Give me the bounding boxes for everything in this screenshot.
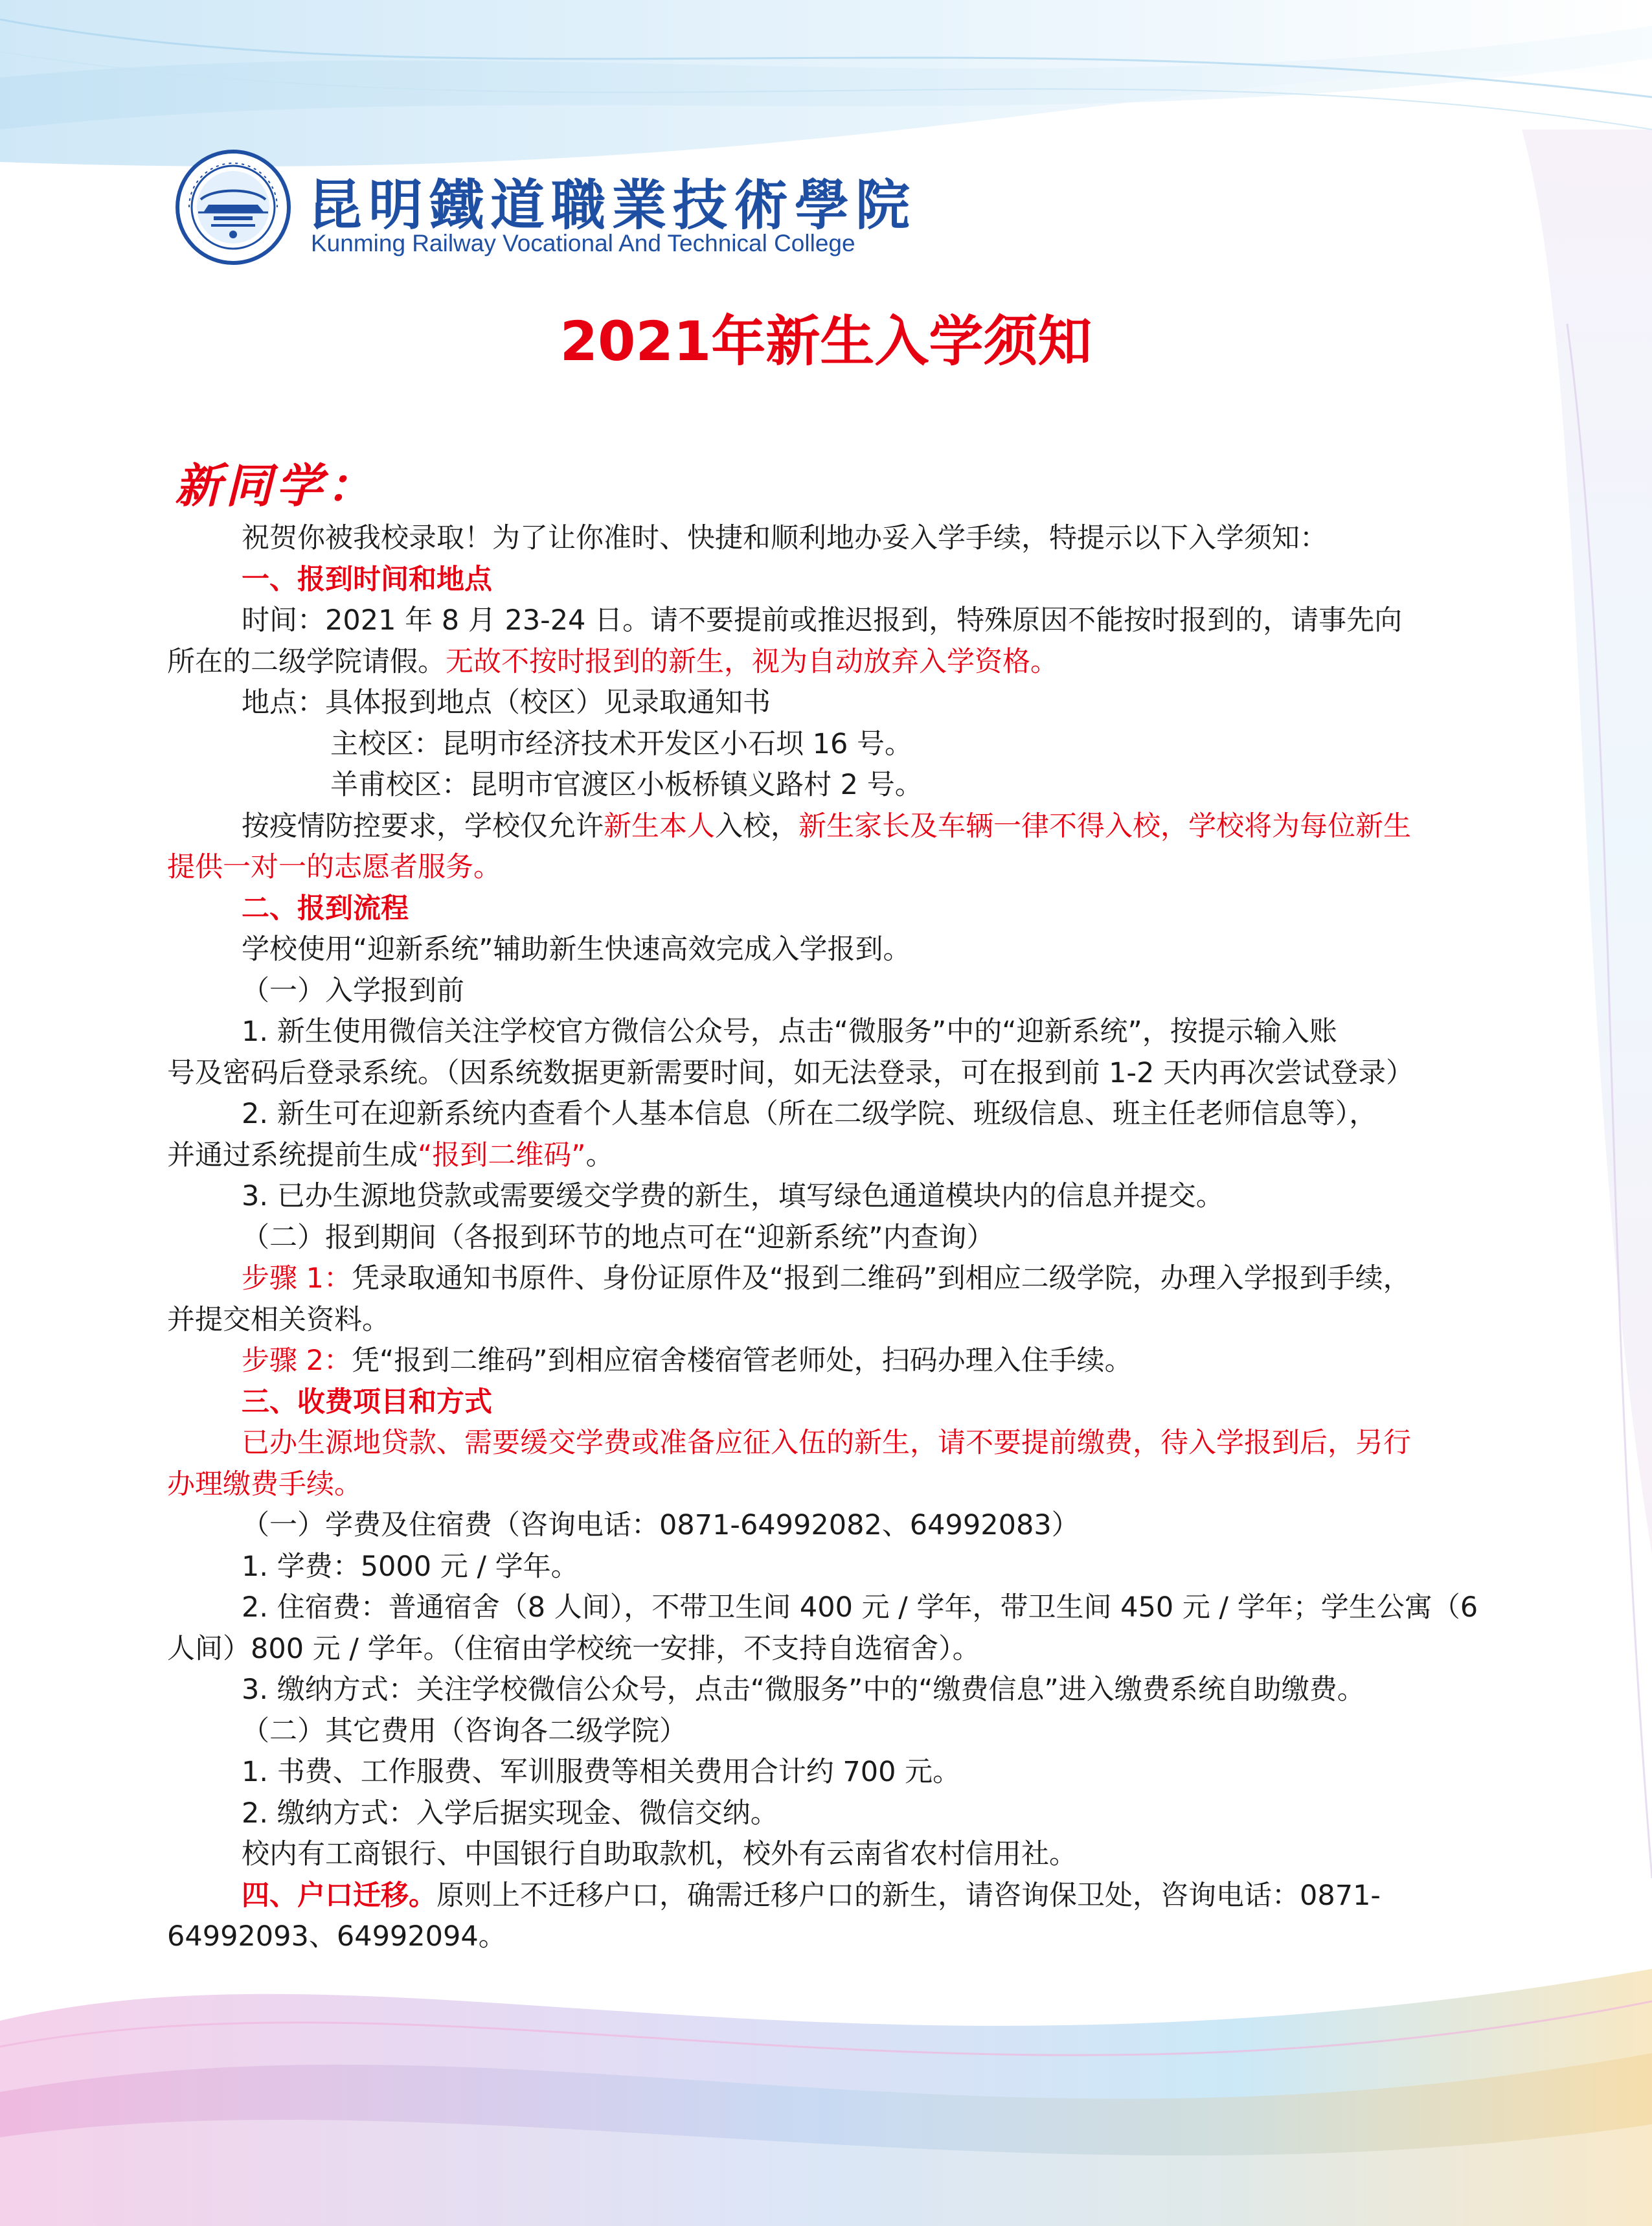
college-name-cn: 昆明鐵道職業技術學院 [308,173,917,237]
list-item-continued: 号及密码后登录系统。（因系统数据更新需要时间，如无法登录，可在报到前 1-2 天内再次尝试登录） [167,1056,1414,1089]
list-item: 2. 新生可在迎新系统内查看个人基本信息（所在二级学院、班级信息、班主任老师信息等）， [242,1098,1377,1130]
epidemic-highlight-2: 新生家长及车辆一律不得入校，学校将为每位新生 [798,810,1411,843]
other-fee-payment: 2. 缴纳方式：入学后据实现金、微信交纳。 [242,1797,778,1830]
payment-method: 3. 缴纳方式：关注学校微信公众号，点击“微服务”中的“缴费信息”进入缴费系统自助缴费。 [242,1674,1365,1706]
qr-text: 并通过系统提前生成 [167,1139,418,1172]
accommodation-fee: 2. 住宿费：普通宿舍（8 人间），不带卫生间 400 元 / 学年，带卫生间 450 元 / 学年；学生公寓（6 [242,1591,1478,1624]
main-campus-address: 主校区：昆明市经济技术开发区小石坝 16 号。 [330,727,913,760]
household-registration-line [167,1876,1482,1917]
list-item: 1. 新生使用微信关注学校官方微信公众号，点击“微服务”中的“迎新系统”，按提示输入账 [242,1016,1337,1048]
section-heading-household: 四、户口迁移。 [242,1879,436,1912]
fee-deferral-notice: 已办生源地贷款、需要缓交学费或准备应征入伍的新生，请不要提前缴费，待入学报到后，另行 [242,1427,1411,1459]
step-1-line [167,1258,1482,1300]
section-heading-registration-process: 二、报到流程 [242,892,409,925]
step-2-label: 步骤 2： [242,1345,352,1377]
list-item-continued [167,1135,1482,1177]
list-item: 3. 已办生源地贷款或需要缓交学费的新生，填写绿色通道模块内的信息并提交。 [242,1180,1224,1212]
college-name-en: Kunming Railway Vocational And Technical College [311,230,855,256]
section-heading-registration-time-place: 一、报到时间和地点 [242,563,492,596]
section-heading-fees: 三、收费项目和方式 [242,1385,492,1418]
notice-body [167,518,1482,1958]
registration-time-line-2 [167,642,1482,683]
other-fee-item: 1. 书费、工作服费、军训服费等相关费用合计约 700 元。 [242,1756,961,1788]
subsection-other-fees: （二）其它费用（咨询各二级学院） [242,1714,687,1747]
qr-text-end: 。 [585,1139,614,1172]
page-title: 2021年新生入学须知 [560,310,1092,373]
epidemic-text-2: 入校， [715,810,798,843]
epidemic-notice-line [167,806,1482,848]
fee-deferral-notice-continued: 办理缴费手续。 [167,1468,362,1501]
registration-place-line: 地点：具体报到地点（校区）见录取通知书 [242,687,771,719]
atm-info: 校内有工商银行、中国银行自助取款机，校外有云南省农村信用社。 [242,1838,1077,1870]
step-1-label: 步骤 1： [242,1262,352,1295]
subsection-during-registration: （二）报到期间（各报到环节的地点可在“迎新系统”内查询） [242,1221,995,1254]
subsection-before-registration: （一）入学报到前 [242,974,464,1007]
greeting: 新同学： [175,458,378,513]
late-warning-text: 无故不按时报到的新生，视为自动放弃入学资格。 [446,645,1058,678]
household-text: 原则上不迁移户口，确需迁移户口的新生，请咨询保卫处，咨询电话：0871- [436,1879,1381,1912]
college-header [175,149,917,266]
intro-paragraph: 祝贺你被我校录取！为了让你准时、快捷和顺利地办妥入学手续，特提示以下入学须知： [242,522,1328,554]
volunteer-service-line: 提供一对一的志愿者服务。 [167,851,501,883]
epidemic-highlight: 新生本人 [604,810,715,843]
step-2-text: 凭“报到二维码”到相应宿舍楼宿管老师处，扫码办理入住手续。 [352,1345,1133,1377]
qr-code-highlight: “报到二维码” [418,1139,586,1172]
registration-time-line: 时间：2021 年 8 月 23-24 日。请不要提前或推迟报到，特殊原因不能按时报到的，请事先向 [242,604,1403,637]
accommodation-fee-continued: 人间）800 元 / 学年。（住宿由学校统一安排，不支持自选宿舍）。 [167,1632,980,1665]
step-2-line [167,1341,1482,1382]
college-logo-emblem-icon [175,149,291,266]
epidemic-text: 按疫情防控要求，学校仅允许 [242,810,604,843]
step-1-text: 凭录取通知书原件、身份证原件及“报到二维码”到相应二级学院，办理入学报到手续， [352,1262,1411,1295]
step-1-continued: 并提交相关资料。 [167,1303,390,1336]
tuition-fee: 1. 学费：5000 元 / 学年。 [242,1550,579,1583]
household-phone-continued: 64992093、64992094。 [167,1920,506,1953]
subsection-tuition-accommodation: （一）学费及住宿费（咨询电话：0871-64992082、64992083） [242,1509,1080,1541]
leave-request-text: 所在的二级学院请假。 [167,645,446,678]
yangfu-campus-address: 羊甫校区：昆明市官渡区小板桥镇义路村 2 号。 [330,769,923,801]
welcome-system-intro: 学校使用“迎新系统”辅助新生快速高效完成入学报到。 [242,933,911,966]
